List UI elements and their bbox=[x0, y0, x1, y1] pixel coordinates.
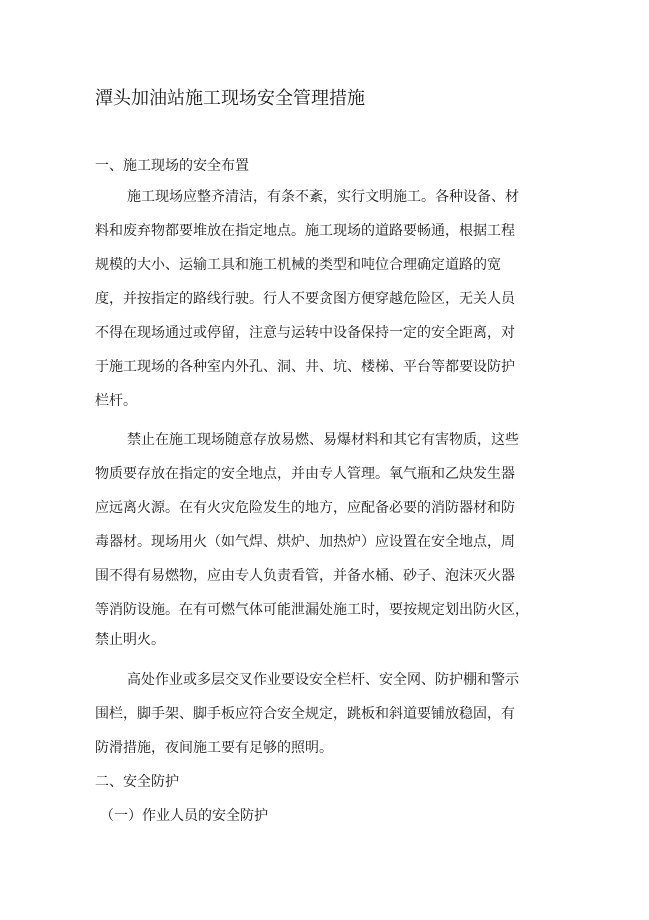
document-title: 潭头加油站施工现场安全管理措施 bbox=[95, 88, 365, 109]
paragraph-1-line: 规模的大小、运输工具和施工机械的类型和吨位合理确定道路的宽 bbox=[95, 257, 501, 273]
paragraph-2-line: 应远离火源。在有火灾危险发生的地方，应配备必要的消防器材和防 bbox=[95, 500, 515, 516]
paragraph-2-line: 物质要存放在指定的安全地点，并由专人管理。氧气瓶和乙炔发生器 bbox=[95, 466, 515, 482]
paragraph-1-line: 料和废弃物都要堆放在指定地点。施工现场的道路要畅通，根据工程 bbox=[95, 223, 515, 239]
paragraph-2-line: 毒器材。现场用火（如气焊、烘炉、加热炉）应设置在安全地点，周 bbox=[95, 534, 515, 550]
paragraph-1-line: 不得在现场通过或停留，注意与运转中设备保持一定的安全距离，对 bbox=[95, 325, 515, 341]
paragraph-1-line: 栏杆。 bbox=[95, 393, 137, 409]
paragraph-1-line: 于施工现场的各种室内外孔、洞、井、坑、楼梯、平台等都要设防护 bbox=[95, 359, 515, 375]
paragraph-1-line: 度，并按指定的路线行驶。行人不要贪图方便穿越危险区，无关人员 bbox=[95, 291, 515, 307]
paragraph-3-line: 高处作业或多层交叉作业要设安全栏杆、安全网、防护棚和警示 bbox=[127, 672, 519, 688]
section-heading-site-layout: 一、施工现场的安全布置 bbox=[95, 158, 249, 174]
subsection-heading-worker-protection: （一）作业人员的安全防护 bbox=[100, 808, 268, 824]
paragraph-2-line: 等消防设施。在有可燃气体可能泄漏处施工时，要按规定划出防火区， bbox=[95, 602, 529, 618]
paragraph-2-line: 围不得有易燃物，应由专人负责看管，并备水桶、砂子、泡沫灭火器 bbox=[95, 568, 515, 584]
paragraph-2-line: 禁止在施工现场随意存放易燃、易爆材料和其它有害物质，这些 bbox=[127, 432, 519, 448]
paragraph-3-line: 防滑措施，夜间施工要有足够的照明。 bbox=[95, 740, 333, 756]
paragraph-2-line: 禁止明火。 bbox=[95, 632, 165, 648]
paragraph-3-line: 围栏，脚手架、脚手板应符合安全规定，跳板和斜道要铺放稳固，有 bbox=[95, 706, 515, 722]
section-heading-safety-protection: 二、安全防护 bbox=[95, 774, 179, 790]
paragraph-1-line: 施工现场应整齐清洁，有条不紊，实行文明施工。各种设备、材 bbox=[127, 189, 519, 205]
